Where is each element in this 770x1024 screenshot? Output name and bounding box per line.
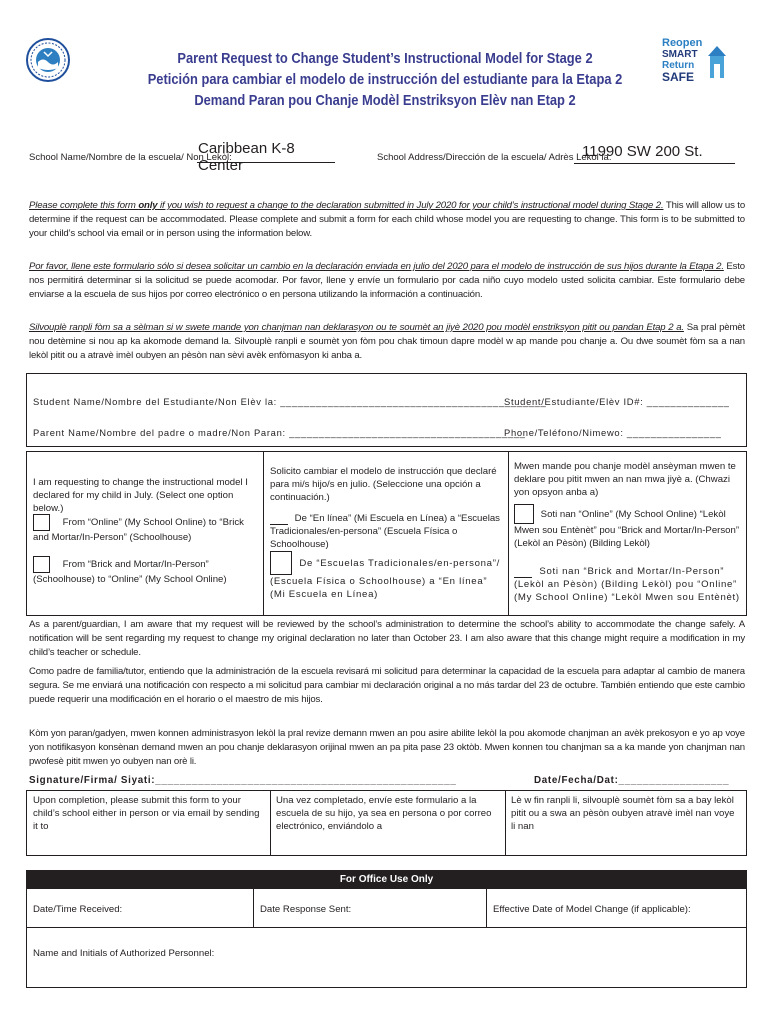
reopen-smart-logo	[662, 38, 734, 96]
parent-name-field[interactable]: Parent Name/Nombre del padre o madre/Non Paran: ________________________________________	[33, 427, 526, 438]
submit-instructions-creole: Lè w fin ranpli li, silvouplè soumèt fòm sa a bay lekòl pitit ou a swa an pèsòn oubyen atravè imèl nan voye li nan	[511, 795, 735, 832]
school-name-label: School Name/Nombre de la escuela/ Non Lekòl:	[29, 152, 232, 163]
school-address-field[interactable]	[574, 143, 735, 164]
date-response-sent-field[interactable]: Date Response Sent:	[260, 904, 352, 915]
school-building-icon	[706, 42, 728, 82]
option-intro-creole: Mwen mande pou chanje modèl ansèyman mwen te deklare pou pitit mwen an nan mwa jiyè a. (Chwazi yon opsyon anba a)	[514, 461, 736, 498]
logo-reopen-text: Reopen	[662, 37, 703, 49]
school-address-value: 11990 SW 200 St.	[582, 143, 703, 160]
logo-safe-text: SAFE	[662, 70, 695, 84]
submission-info-box	[26, 790, 747, 856]
checkline-es-opt1[interactable]	[270, 512, 288, 525]
option-intro-english: I am requesting to change the instructional model I declared for my child in July. (Select one option below.)	[33, 477, 248, 514]
awareness-spanish: Como padre de familia/tutor, entiendo que la administración de la escuela revisará mi solicitud para determinar la capacidad de la escuela para adaptar al cambio de manera segura. Se me enviará una notificación con respecto a mi solicitud para cambiar mi declaración original a no más tardar del 23 de octubre. También entiendo que este cambio puede requerir una modificación en el horario o el maestro de mis hijos.	[29, 666, 745, 705]
date-field[interactable]: Date/Fecha/Dat:__________________	[534, 775, 730, 786]
effective-date-field[interactable]: Effective Date of Model Change (if applicable):	[493, 904, 691, 915]
school-address-label: School Address/Dirección de la escuela/ Adrès Lekòl la:	[377, 152, 612, 163]
school-name-field[interactable]	[197, 140, 335, 174]
logo-return-text: Return	[662, 60, 695, 71]
submit-instructions-spanish: Una vez completado, envíe este formulario a la escuela de su hijo, ya sea en persona o por correo electrónico, enviándolo a	[276, 795, 492, 832]
student-info-box	[26, 373, 747, 447]
checkbox-online-to-inperson[interactable]	[33, 514, 50, 531]
date-time-received-field[interactable]: Date/Time Received:	[33, 904, 123, 915]
instructions-spanish: Por favor, llene este formulario sólo si desea solicitar un cambio en la declaración enviada en julio del 2020 para el modelo de instrucción de sus hijos durante la Etapa 2. Esto nos permitirá determinar si la solicitud se puede acomodar. Por favor, llene y envíe un formulario por cada niño cuyo modelo usted solicita cambiar. Este formulario debe enviarse a la escuela de sus hijos por correo electrónico o en persona utilizando la información a continuación.	[29, 261, 745, 300]
office-use-header: For Office Use Only	[27, 871, 746, 888]
option-inperson-to-online-spanish[interactable]: De “Escuelas Tradicionales/en-persona”/ (Escuela Física o Schoolhouse) a “En línea” (Mi Escuela en Línea)	[270, 551, 500, 601]
authorized-personnel-field[interactable]: Name and Initials of Authorized Personnel:	[33, 948, 215, 959]
options-table	[26, 451, 747, 616]
checkline-ht-opt2[interactable]	[514, 565, 532, 578]
student-id-field[interactable]: Student/Estudiante/Elèv ID#: ______________	[504, 396, 730, 407]
checkbox-ht-opt1[interactable]	[514, 504, 534, 524]
instructions-english: Please complete this form only if you wish to request a change to the declaration submitted in July 2020 for your child’s instructional model during Stage 2. This will allow us to determine if the request can be accommodated. Please complete and submit a form for each child whose model you are requesting to change. This form is to be submitted to your child’s school via email or in person using the information below.	[29, 200, 746, 239]
checkbox-inperson-to-online[interactable]	[33, 556, 50, 573]
option-intro-spanish: Solicito cambiar el modelo de instrucción que declaré para mi/s hijo/s en julio. (Seleccione una opción a continuación.)	[270, 466, 497, 503]
option-online-to-inperson-creole[interactable]: Soti nan “Online” (My School Online) “Lekòl Mwen sou Entènèt” pou “Brick and Mortar/In-Person” (Lekòl an Pèsòn) (Bilding Lekòl)	[514, 504, 740, 550]
title-block	[54, 48, 716, 111]
phone-field[interactable]: Phone/Teléfono/Nimewo: ________________	[504, 427, 722, 438]
submit-instructions-english: Upon completion, please submit this form to your child’s school either in person or via email by sending it to	[33, 795, 260, 832]
option-inperson-to-online-creole[interactable]: Soti nan “Brick and Mortar/In-Person” (Lekòl an Pèsòn) (Bilding Lekòl) pou “Online” (My School Online) “Lekòl Mwen sou Entènèt)	[514, 566, 740, 603]
awareness-creole: Kòm yon paran/gadyen, mwen konnen administrasyon lekòl la pral revize demann mwen an pou asire abilite lekòl la pou akomode chanjman an avèk prekosyon e yo ap voye yon notifikasyon konsènan demand mwen an pou chanje deklarasyon orijinal mwen an pa pita pase 23 oktòb. Mwen konnen tou chanjman sa a ka mande yon chanjman nan pwofesè pitit mwen yo oubyen nan orè li.	[29, 728, 745, 767]
checkbox-es-opt2[interactable]	[270, 551, 292, 575]
title-creole: Demand Paran pou Chanje Modèl Enstriksyon Elèv nan Etap 2	[194, 92, 576, 109]
title-spanish: Petición para cambiar el modelo de instrucción del estudiante para la Etapa 2	[147, 71, 623, 88]
office-use-table	[26, 870, 747, 988]
student-name-field[interactable]: Student Name/Nombre del Estudiante/Non Elèv la: _____________________________________________	[33, 396, 547, 407]
option-inperson-to-online-english[interactable]: From “Brick and Mortar/In-Person” (Schoolhouse) to “Online” (My School Online)	[33, 556, 259, 586]
option-online-to-inperson-english[interactable]: From “Online” (My School Online) to “Brick and Mortar/In-Person” (Schoolhouse)	[33, 514, 259, 544]
signature-field[interactable]: Signature/Firma/ Siyati:_________________________________________________	[29, 775, 457, 786]
awareness-english: As a parent/guardian, I am aware that my request will be reviewed by the school’s administration to determine the school’s ability to accommodate the change safely. A notification will be sent regarding my request to change my original declaration no later than October 23. I am also aware that this change might require a modification in my child’s teacher or schedule.	[29, 619, 745, 658]
school-name-value: Caribbean K-8 Center	[198, 140, 295, 174]
option-online-to-inperson-spanish[interactable]: De “En línea” (Mi Escuela en Línea) a “Escuelas Tradicionales/en-persona” (Escuela Física o Schoolhouse)	[270, 513, 500, 550]
logo-smart-text: SMART	[662, 49, 698, 60]
instructions-creole: Silvouplè ranpli fòm sa a sèlman si w swete mande yon chanjman nan deklarasyon ou te soumèt an jiyè 2020 pou modèl enstriksyon pitit ou pandan Etap 2 a. Sa pral pèmèt nou detèmine si nou ap ka akomode demand la. Silvouplè ranpli e soumèt yon fòm pou chak timoun dapre modèl w ap mande pou chanje a. Ou dwe soumèt fòm sa a nan lekòl pitit ou a atravè imèl oubyen an pèsòn nan sèvi avèk enfòmasyon ki anba a.	[29, 322, 746, 361]
title-english: Parent Request to Change Student’s Instructional Model for Stage 2	[177, 50, 593, 67]
